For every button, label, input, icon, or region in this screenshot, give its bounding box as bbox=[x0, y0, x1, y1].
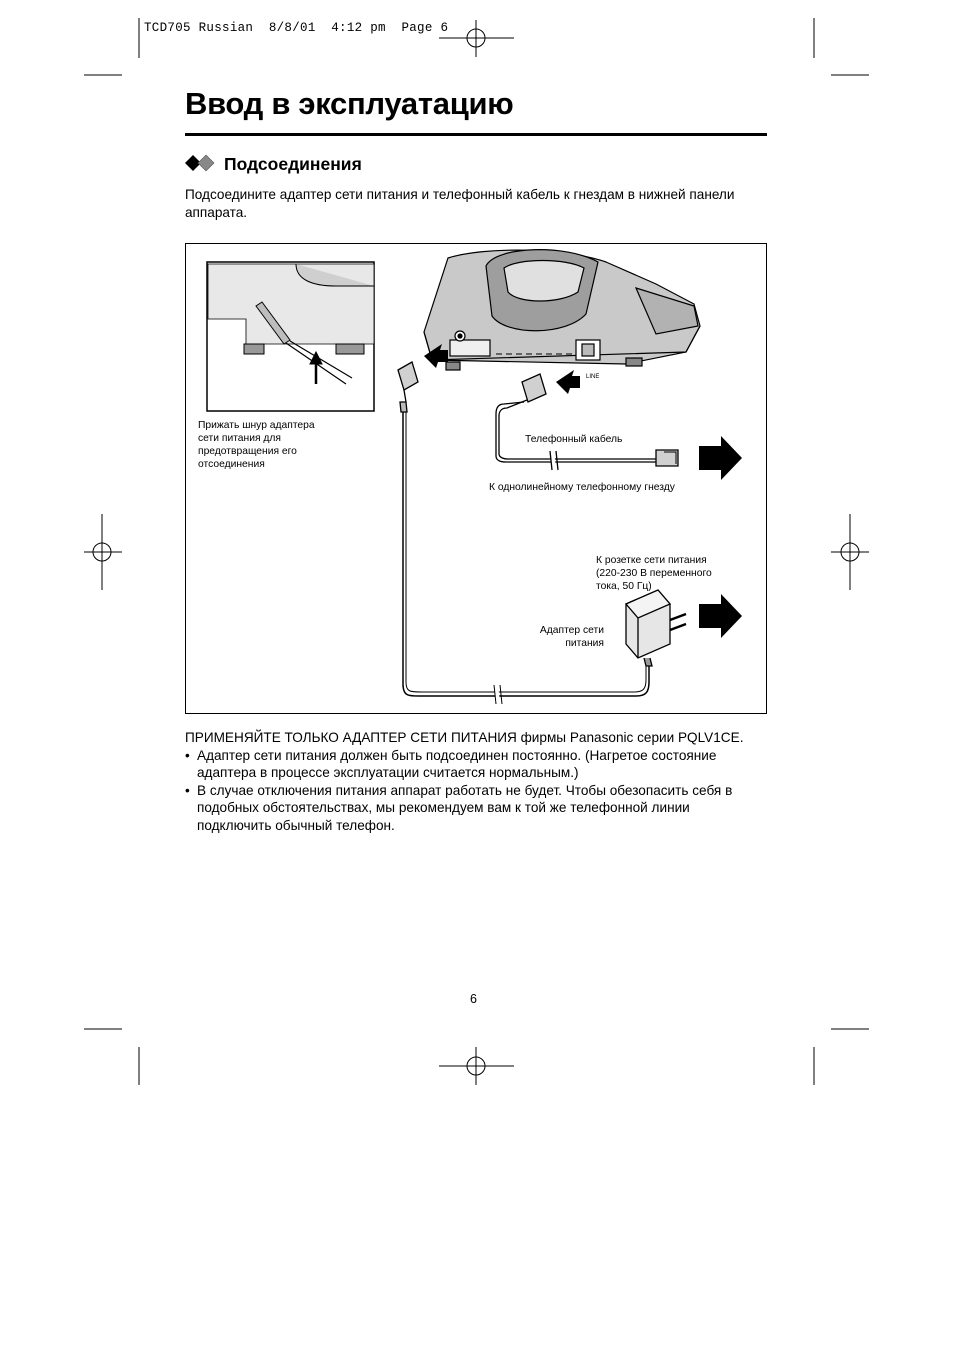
registration-mark-right bbox=[831, 514, 869, 590]
adapter-label: Адаптер сети питания bbox=[539, 625, 604, 649]
print-slug: TCD705 Russian 8/8/01 4:12 pm Page 6 bbox=[144, 21, 449, 35]
bullet-symbol: • bbox=[185, 782, 190, 798]
adapter-warning: ПРИМЕНЯЙТЕ ТОЛЬКО АДАПТЕР СЕТИ ПИТАНИЯ фирмы Panasonic серии PQLV1CE. bbox=[185, 730, 744, 745]
phone-cable-label: Телефонный кабель bbox=[525, 434, 623, 445]
connection-diagram bbox=[185, 243, 767, 714]
section-title: Подсоединения bbox=[224, 154, 362, 174]
line-jack-marking: LINE bbox=[586, 374, 600, 380]
phone-cable bbox=[496, 374, 678, 470]
outlet-label: К розетке сети питания (220-230 В переменного тока, 50 Гц) bbox=[596, 555, 712, 592]
registration-mark-bottom bbox=[439, 1047, 514, 1085]
bullet-item: • В случае отключения питания аппарат работать не будет. Чтобы обезопасить себя в подобных обстоятельствах, мы рекомендуем вам к той же телефонной линии подключить обычный телефон. bbox=[185, 782, 733, 833]
intro-text: Подсоедините адаптер сети питания и телефонный кабель к гнездам в нижней панели аппарата. bbox=[185, 187, 735, 220]
registration-mark-top bbox=[439, 20, 514, 57]
base-unit bbox=[424, 250, 700, 370]
ac-adapter bbox=[626, 590, 686, 666]
double-diamond-icon bbox=[185, 153, 217, 173]
phone-jack-label: К однолинейному телефонному гнезду bbox=[489, 482, 675, 493]
bullet-symbol: • bbox=[185, 747, 190, 763]
outward-arrows bbox=[699, 436, 742, 638]
bullet-item: • Адаптер сети питания должен быть подсоединен постоянно. (Нагретое состояние адаптера в процессе эксплуатации считается нормальным.) bbox=[185, 747, 717, 780]
notes bbox=[185, 729, 765, 834]
power-cord bbox=[398, 362, 649, 704]
page-number: 6 bbox=[470, 992, 477, 1006]
title-rule bbox=[185, 133, 767, 136]
inset-caption: Прижать шнур адаптера сети питания для предотвращения его отсоединения bbox=[198, 420, 315, 470]
page-title: Ввод в эксплуатацию bbox=[185, 86, 514, 121]
inset-detail bbox=[207, 262, 374, 411]
registration-mark-left bbox=[84, 514, 122, 590]
arrow-to-phone-jack-icon bbox=[699, 436, 742, 480]
arrow-to-outlet-icon bbox=[699, 594, 742, 638]
diagram-drawing bbox=[186, 244, 766, 713]
